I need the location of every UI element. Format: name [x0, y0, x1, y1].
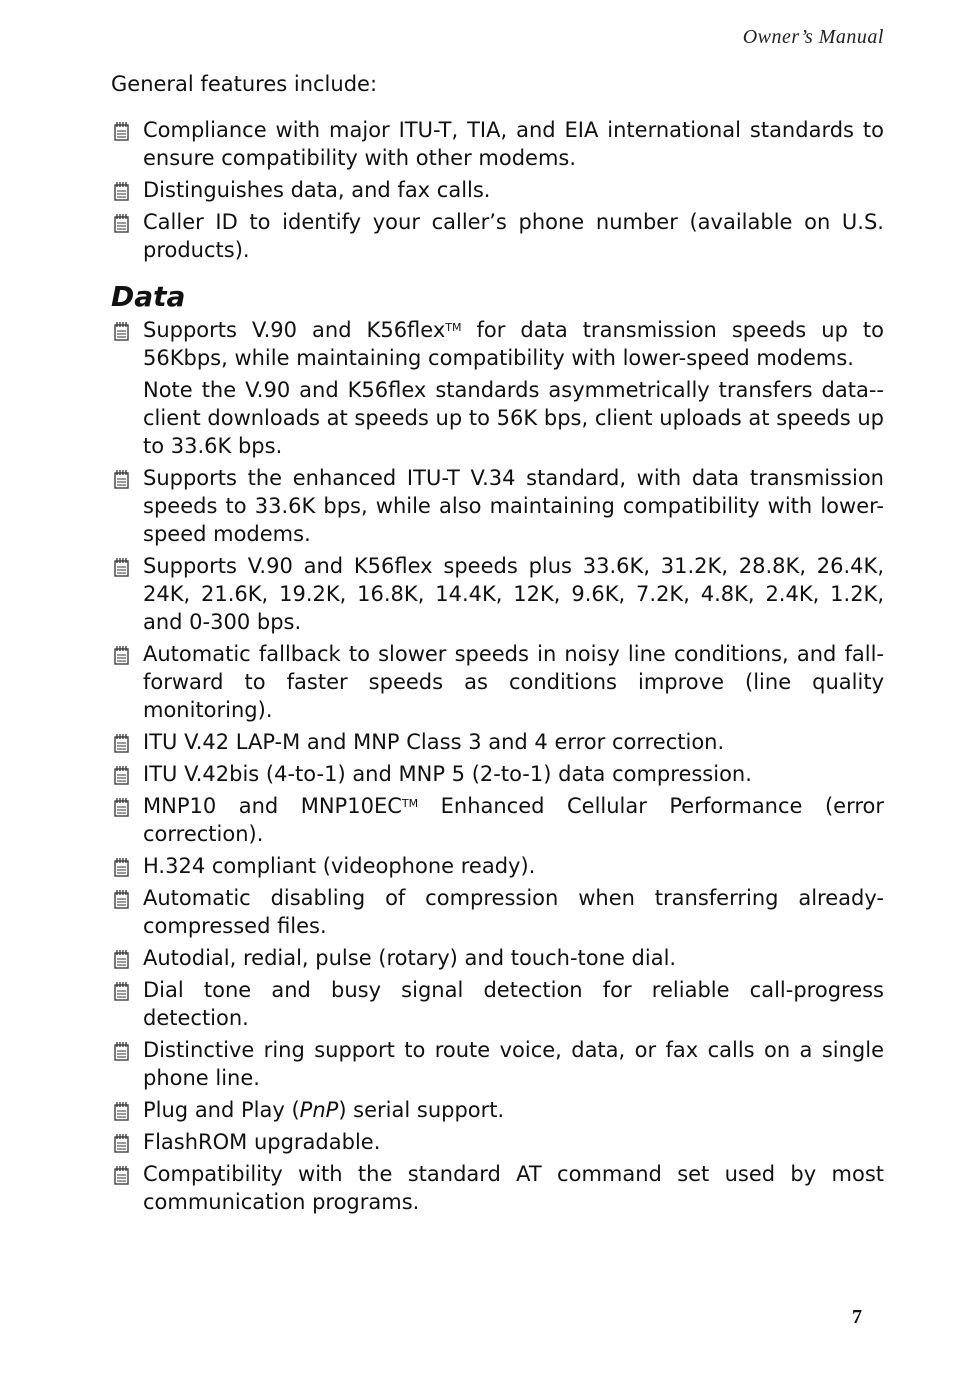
list-item [111, 1128, 884, 1156]
feature-text: Automatic disabling of compression when transferring already-compressed files. [143, 886, 884, 938]
list-item [111, 464, 884, 548]
notepad-icon [113, 797, 131, 817]
feature-text: Dial tone and busy signal detection for reliable call-progress detection. [143, 978, 884, 1030]
data-features-list-continued [111, 464, 884, 1216]
notepad-icon [113, 321, 131, 341]
feature-text: Compliance with major ITU-T, TIA, and EIA international standards to ensure compatibility with other modems. [143, 118, 884, 170]
feature-text: Distinguishes data, and fax calls. [143, 178, 491, 202]
list-item [111, 760, 884, 788]
data-features-list [111, 316, 884, 372]
list-item [111, 116, 884, 172]
trademark-mark: TM [445, 321, 462, 334]
feature-text: Automatic fallback to slower speeds in noisy line conditions, and fall-forward to faster speeds as conditions improve (line quality monitoring). [143, 642, 884, 722]
trademark-mark: TM [401, 797, 419, 810]
feature-text: Autodial, redial, pulse (rotary) and touch-tone dial. [143, 946, 677, 970]
feature-text: Supports the enhanced ITU-T V.34 standard, with data transmission speeds to 33.6K bps, while also maintaining compatibility with lower-speed modems. [143, 466, 884, 546]
list-item [111, 728, 884, 756]
feature-text: ) serial support. [338, 1098, 505, 1122]
list-item [111, 640, 884, 724]
feature-text: H.324 compliant (videophone ready). [143, 854, 536, 878]
list-item [111, 552, 884, 636]
list-item [111, 852, 884, 880]
feature-text: FlashROM upgradable. [143, 1130, 381, 1154]
notepad-icon [113, 181, 131, 201]
list-item [111, 176, 884, 204]
v90-note: Note the V.90 and K56flex standards asymmetrically transfers data--client downloads at speeds up to 56K bps, client uploads at speeds up to 33.6K bps. [143, 378, 884, 458]
feature-text: Supports V.90 and K56flex [143, 318, 446, 342]
feature-text: ITU V.42 LAP-M and MNP Class 3 and 4 error correction. [143, 730, 725, 754]
notepad-icon [113, 857, 131, 877]
list-item [111, 976, 884, 1032]
feature-text: MNP10 and MNP10EC [143, 794, 402, 818]
list-item [111, 1096, 884, 1124]
pnp-text: PnP [299, 1098, 339, 1122]
list-item [111, 1160, 884, 1216]
page-content [111, 70, 884, 1220]
list-item [111, 1036, 884, 1092]
general-features-list [111, 116, 884, 264]
feature-text: for data transmission speeds up to 56Kbps, while maintaining compatibility with lower-speed modems. [143, 318, 884, 370]
notepad-icon [113, 889, 131, 909]
running-header: Owner’s Manual [742, 26, 884, 48]
feature-text: Compatibility with the standard AT command set used by most communication programs. [143, 1162, 884, 1214]
intro-text: General features include: [111, 72, 378, 96]
notepad-icon [113, 733, 131, 753]
list-item [111, 884, 884, 940]
notepad-icon [113, 213, 131, 233]
feature-text: Plug and Play ( [143, 1098, 300, 1122]
page-number: 7 [852, 1306, 862, 1328]
feature-text: ITU V.42bis (4-to-1) and MNP 5 (2-to-1) data compression. [143, 762, 752, 786]
notepad-icon [113, 557, 131, 577]
list-item [111, 316, 884, 372]
notepad-icon [113, 1041, 131, 1061]
feature-text: Caller ID to identify your caller’s phone number (available on U.S. products). [143, 210, 884, 262]
feature-text: Enhanced Cellular Performance (error correction). [143, 794, 885, 846]
notepad-icon [113, 1101, 131, 1121]
notepad-icon [113, 981, 131, 1001]
notepad-icon [113, 1165, 131, 1185]
feature-text: Distinctive ring support to route voice, data, or fax calls on a single phone line. [143, 1038, 884, 1090]
notepad-icon [113, 469, 131, 489]
notepad-icon [113, 1133, 131, 1153]
list-item [111, 944, 884, 972]
section-title-data: Data [111, 280, 186, 313]
notepad-icon [113, 121, 131, 141]
list-item [111, 208, 884, 264]
notepad-icon [113, 645, 131, 665]
notepad-icon [113, 765, 131, 785]
feature-text: Supports V.90 and K56flex speeds plus 33.6K, 31.2K, 28.8K, 26.4K, 24K, 21.6K, 19.2K, 16.8K, 14.4K, 12K, 9.6K, 7.2K, 4.8K, 2.4K, 1.2K, and 0-300 bps. [143, 554, 884, 634]
notepad-icon [113, 949, 131, 969]
list-item [111, 792, 884, 848]
